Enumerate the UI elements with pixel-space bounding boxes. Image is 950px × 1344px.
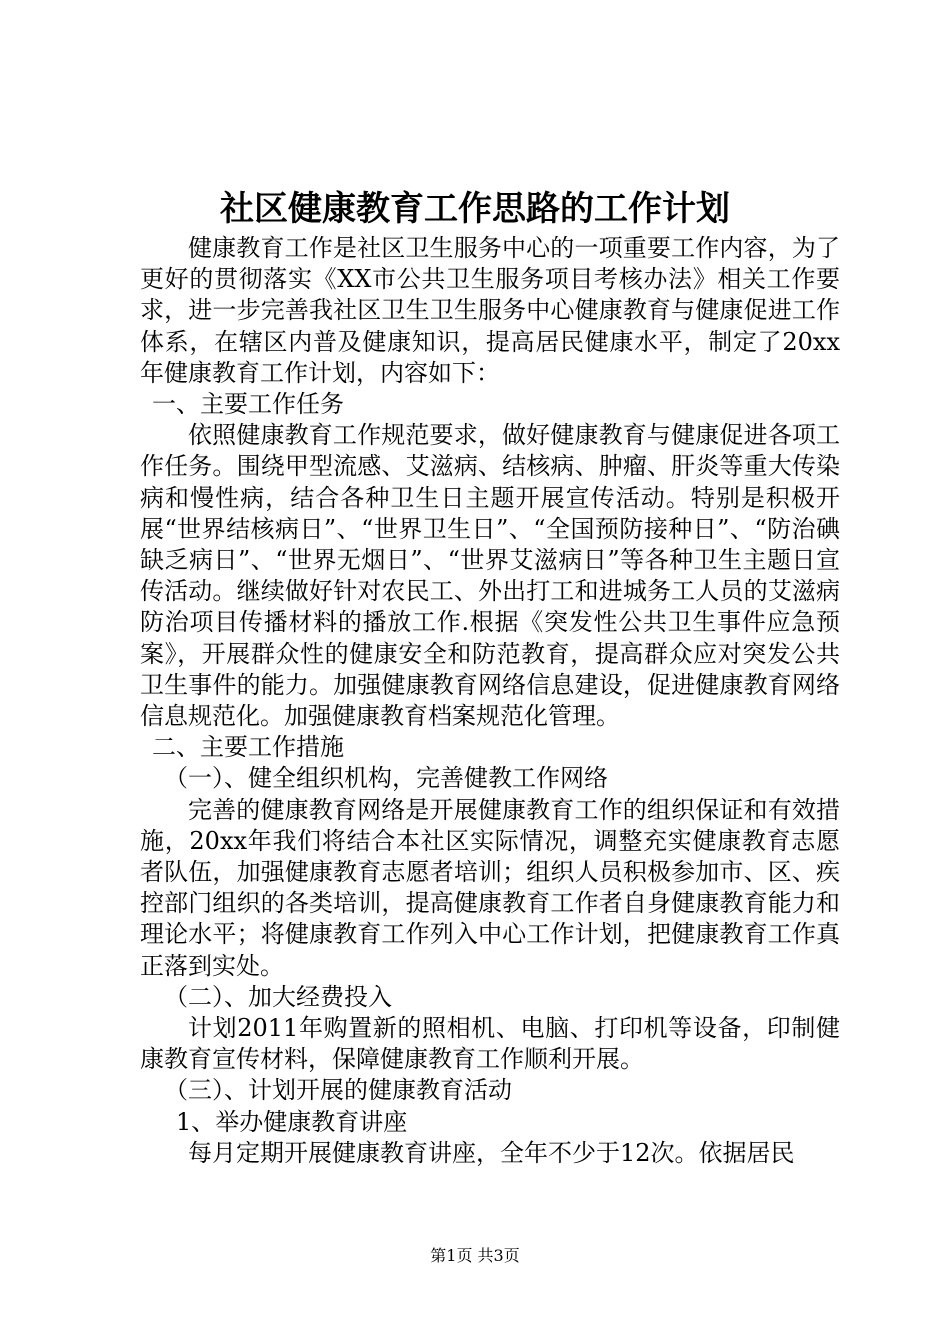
paragraph-intro: 健康教育工作是社区卫生服务中心的一项重要工作内容，为了更好的贯彻落实《XX市公共卫生服务项目考核办法》相关工作要求，进一步完善我社区卫生卫生服务中心健康教育与健康促进工作体系，在辖区内普及健康知识，提高居民健康水平，制定了20xx年健康教育工作计划，内容如下： [140,234,840,387]
item-lectures: 1、举办健康教育讲座 [176,1107,408,1136]
paragraph-funding: 计划2011年购置新的照相机、电脑、打印机等设备，印制健康教育宣传材料，保障健康教育工作顺利开展。 [140,1014,840,1074]
heading-main-tasks: 一、主要工作任务 [152,390,344,419]
subheading-organization: （一）、健全组织机构，完善健教工作网络 [164,764,608,793]
subheading-activities: （三）、计划开展的健康教育活动 [164,1076,512,1105]
heading-main-measures: 二、主要工作措施 [152,733,344,762]
paragraph-organization: 完善的健康教育网络是开展健康教育工作的组织保证和有效措施，20xx年我们将结合本社区实际情况，调整充实健康教育志愿者队伍，加强健康教育志愿者培训；组织人员积极参加市、区、疾控部门组织的各类培训，提高健康教育工作者自身健康教育能力和理论水平；将健康教育工作列入中心工作计划，把健康教育工作真正落到实处。 [140,795,840,980]
document-body [140,233,840,1169]
paragraph-main-tasks: 依照健康教育工作规范要求，做好健康教育与健康促进各项工作任务。围绕甲型流感、艾滋病、结核病、肿瘤、肝炎等重大传染病和慢性病，结合各种卫生日主题开展宣传活动。特别是积极开展“世界结核病日”、“世界卫生日”、“全国预防接种日”、“防治碘缺乏病日”、“世界无烟日”、“世界艾滋病日”等各种卫生主题日宣传活动。继续做好针对农民工、外出打工和进城务工人员的艾滋病防治项目传播材料的播放工作.根据《突发性公共卫生事件应急预案》，开展群众性的健康安全和防范教育，提高群众应对突发公共卫生事件的能力。加强健康教育网络信息建设，促进健康教育网络信息规范化。加强健康教育档案规范化管理。 [140,421,840,731]
subheading-funding: （二）、加大经费投入 [164,982,392,1011]
page-number-footer: 第1页 共3页 [430,1246,520,1265]
paragraph-lectures: 每月定期开展健康教育讲座，全年不少于12次。依据居民 [188,1138,795,1167]
document-title: 社区健康教育工作思路的工作计划 [220,189,730,229]
